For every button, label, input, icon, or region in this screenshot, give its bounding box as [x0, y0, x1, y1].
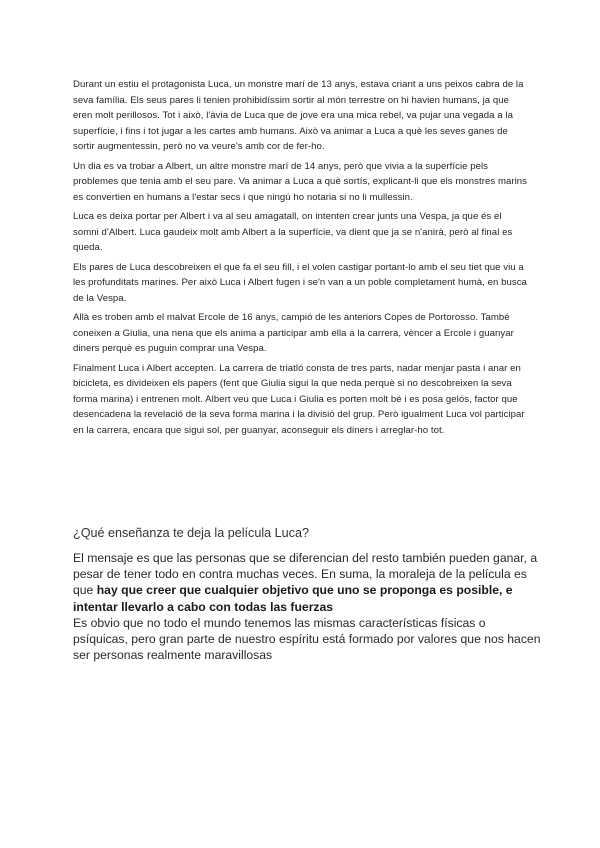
answer-block [73, 550, 543, 663]
summary-paragraph-2: Un dia es va trobar a Albert, un altre monstre marí de 14 anys, però que vivia a la superfície pels problemes que tenia amb el seu pare. Va animar a Luca a què sortís, explicant-li que els monstres marins es convertien en humans a l'estar secs i que ningú ho notaria si no li mullessin. [73, 160, 528, 203]
answer-paragraph-2: Es obvio que no todo el mundo tenemos las mismas características físicas o psíquicas, pero gran parte de nuestro espíritu está formado por valores que nos hacen ser personas realmente maravillosas [73, 615, 541, 663]
summary-paragraph-3: Luca es deixa portar per Albert i va al seu amagatall, on intenten crear junts una Vespa, ja que és el somni d'Albert. Luca gaudeix molt amb Albert a la superfície, va dient que ja se n'anirà, però al final es queda. [73, 211, 513, 253]
question-heading: ¿Qué enseñanza te deja la película Luca? [73, 526, 309, 540]
luca-summary [73, 77, 528, 442]
summary-paragraph-4: Els pares de Luca descobreixen el que fa el seu fill, i el volen castigar portant-lo amb el seu tiet que viu a les profunditats marines. Per això Luca i Albert fugen i se'n van a un poble completament humà, en busca de la Vespa. [73, 261, 527, 304]
answer-bold-moral: hay que creer que cualquier objetivo que uno se proponga es posible, e intentar llevarlo a cabo con todas las fuerzas [73, 583, 513, 614]
summary-paragraph-1: Durant un estiu el protagonista Luca, un monstre marí de 13 anys, estava criant a uns peixos cabra de la seva família. Els seus pares li tenien prohibidíssim sortir al món terrestre on hi havien humans, ja que eren molt perillosos. Tot i això, l'àvia de Luca que de jove era una mica rebel, va pujar una vegada a la superfície, i fins i tot jugar a les cartes amb humans. Això va animar a Luca a què les seves ganes de sortir augmentessin, però no va veure's amb cor de fer-ho. [73, 79, 524, 152]
answer-text-start: El mensaje es que las personas que se diferencian del resto también pueden ganar, a pesar de tener todo en contra muchas veces. En suma, la moraleja de la película es que [73, 551, 538, 598]
summary-paragraph-6: Finalment Luca i Albert accepten. La carrera de triatló consta de tres parts, nadar menjar pasta i anar en bicicleta, es divideixen els papers (fent que Giulia sigui la que neda perquè si no descobreixen la seva forma marina) i entrenen molt. Albert veu que Luca i Giulia es porten molt bé i es posa gelós, factor que desencadena la revelació de la seva forma marina i la divisió del grup. Però igualment Luca vol participar en la carrera, encara que sigui sol, per guanyar, aconseguir els diners i arreglar-ho tot. [73, 362, 525, 436]
summary-paragraph-5: Allà es troben amb el malvat Ercole de 16 anys, campió de les anteriors Copes de Portorosso. També coneixen a Giulia, una nena que els anima a participar amb ella a la carrera, vèncer a Ercole i guanyar diners perquè es puguin comprar una Vespa. [73, 312, 514, 354]
answer-paragraph-1 [73, 550, 543, 615]
